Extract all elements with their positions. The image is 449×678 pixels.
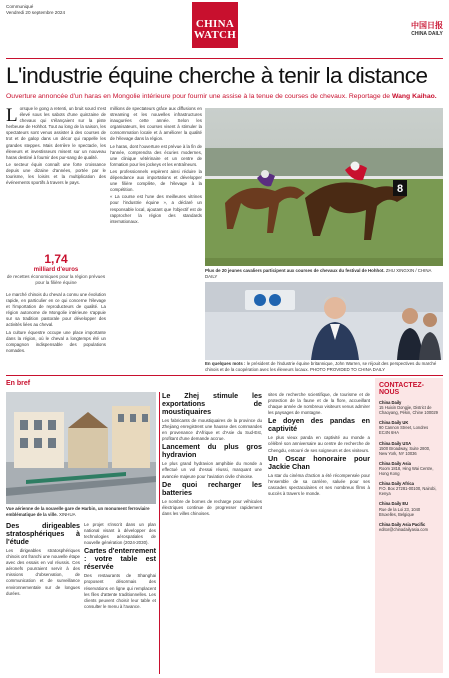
station-photo-caption: [6, 506, 156, 517]
stat-callout: [6, 252, 106, 286]
stat-unit: milliard d'euros: [33, 267, 79, 273]
contact-address: Rue de la Loi 23, 1040 Bruxelles, Belgique: [379, 506, 421, 517]
brief-heading: De quoi recharger les batteries: [162, 479, 262, 497]
header-rule: [6, 58, 443, 59]
station-photo-credit: XINHUA: [58, 511, 76, 517]
article-title: L'industrie équine cherche à tenir la distance: [6, 63, 428, 88]
article-paragraph: Les professionnels espèrent ainsi réduire la dépendance aux importations et développer une filière complète, de l'élevage à la compétition.: [110, 168, 202, 193]
interview-photo-caption: [205, 361, 443, 372]
contact-address: 1500 Broadway, Suite 2800, New York, NY 10036: [379, 445, 431, 456]
interview-illustration: [205, 282, 443, 360]
column-divider: [159, 392, 160, 674]
interview-photo-credit: PHOTO PROVIDED TO CHINA DAILY: [309, 366, 386, 372]
brief-heading: Un Oscar honoraire pour Jackie Chan: [268, 453, 370, 471]
brief-paragraph: Le plus grand hydravion amphibie du monde a effectué un vol d'essai réussi, marquant une avancée majeure pour l'aviation civile chinoise.: [162, 461, 262, 479]
bref-column-3: [162, 392, 262, 674]
article-paragraph: millions de spectateurs grâce aux diffusions en streaming et les nouvelles infrastructures inaugurées cette année. Selon les organisateurs, les courses visent à stimuler la consommation locale et à améliorer la qualité de l'élevage dans la région.: [110, 106, 202, 142]
brief-heading: Lancement du plus gros hydravion: [162, 442, 262, 460]
en-bref-rule: [6, 375, 443, 376]
brief-paragraph: Le projet s'inscrit dans un plan national visant à développer des technologies aérospatiales de nouvelle génération (2024-2030).: [84, 522, 156, 546]
contact-box: [375, 378, 443, 673]
drop-cap: L: [6, 106, 18, 126]
en-bref-label: En bref: [6, 380, 31, 387]
contact-city: China Daily USA: [379, 440, 412, 446]
contact-address: editor@chinadailyasia.com: [379, 526, 428, 532]
photo-credit: ZHU XINGXIN / CHINA DAILY: [205, 268, 432, 279]
brief-paragraph: Le plus vieux panda en captivité au monde a célébré son anniversaire au centre de recherche de Chengdu, entouré de ses soigneurs et des visiteurs.: [268, 435, 370, 453]
brief-heading: Des dirigeables stratosphériques à l'étude: [6, 522, 80, 546]
contact-heading: CONTACTEZ-NOUS: [379, 382, 424, 396]
bref-column-2: [84, 522, 156, 674]
brief-paragraph: Les dirigeables stratosphériques chinois ont franchi une nouvelle étape avec des essais en vol réussis. Ces aéronefs pourraient servir à des missions d'observation, de communication et de surveillance environnementale sur de longues durées.: [6, 548, 80, 596]
horse-photo-caption: [205, 268, 443, 279]
contact-city: China Daily Asia: [379, 460, 411, 466]
brand-line-2: WATCH: [193, 29, 237, 41]
contact-address: P.O. Box 27281-00100, Nairobi, Kenya: [379, 486, 437, 497]
contact-address: 90 Cannon Street, Londres EC4N 6HA: [379, 425, 429, 436]
interview-caption-bold: En quelques mots :: [205, 361, 246, 366]
bref-column-4: [268, 392, 370, 674]
contact-address: 15 Huixin Dongjie, District de Chaoyang, Pékin, Chine 100029: [379, 405, 438, 416]
interview-photo: [205, 282, 443, 360]
contact-city: China Daily: [379, 400, 402, 405]
header-meta: [6, 4, 65, 16]
harbin-station-photo: [6, 392, 156, 504]
caption-text: Plus de 20 jeunes cavaliers participent aux courses de chevaux du festival de Hohhot.: [205, 268, 385, 273]
contact-list: [375, 396, 443, 532]
article-paragraph: Lorsque le gong a retenti, un bruit sourd s'est élevé sous les sabots d'une quinzaine de chevaux qui s'élançaient sur la piste herbeuse de Hohhot. Tout au long de la saison, les spectateurs sont venus assister à des courses de trot et de galop dans un décor qui rappelle les grandes steppes. Mais derrière le spectacle, les éleveurs et investisseurs misent sur un nouveau haras destiné à fournir des pur-sang de qualité.: [6, 106, 106, 160]
contact-city: China Daily Africa: [379, 481, 414, 487]
brief-paragraph: Des restaurants de Shanghai proposent désormais des réservations en ligne qui remplacent les files d'attente traditionnelles. Les clients peuvent choisir leur table et consulter le menu à l'avance.: [84, 573, 156, 609]
horse-race-photo: [205, 108, 443, 266]
china-daily-logo: [411, 20, 443, 37]
article-column-2: [110, 106, 202, 372]
stat-description: de recettes économiques pour la région prévues pour la filière équine: [6, 274, 106, 285]
brief-paragraph: La star du cinéma d'action a été récompensée pour l'ensemble de sa carrière, saluée pour ses cascades spectaculaires et ses nombreux films à succès à travers le monde.: [268, 472, 370, 496]
contact-address: Room 1818, Hing Wai Centre, Hong Kong: [379, 465, 434, 477]
article-column-1b: [6, 292, 106, 372]
article-paragraph: Le haras, dont l'ouverture est prévue à la fin de l'année, comprendra des écuries modernes, une clinique vétérinaire et un centre de formation pour les jockeys et les entraîneurs.: [110, 143, 202, 167]
china-daily-text: CHINA DAILY: [411, 31, 443, 37]
brief-paragraph: sites de recherche scientifique, de tourisme et de protection de la faune et de la flore, accueillant chaque année de nombreux visiteurs venus admirer les paysages de montagne.: [268, 392, 370, 416]
bref-column-1: [6, 522, 80, 674]
byline: Wang Kaihao.: [391, 93, 437, 100]
subtitle-text: Ouverture annoncée d'un haras en Mongolie intérieure pour fournir une assise à la tenue de courses de chevaux. Reportage de: [6, 93, 391, 100]
station-caption-text: Vue aérienne de la nouvelle gare de Harbin, un monument ferroviaire emblématique de la ville.: [6, 506, 150, 517]
stat-number: 1,74: [44, 252, 68, 266]
station-illustration: [6, 392, 156, 504]
page-header: [6, 0, 443, 50]
horse-race-illustration: [205, 108, 443, 266]
article-paragraph: Le secteur équin connaît une forte croissance depuis une dizaine d'années, portée par le tourisme, les loisirs et la multiplication des événements sportifs à travers le pays.: [6, 161, 106, 186]
contact-city: China Daily UK: [379, 420, 409, 426]
contact-city: China Daily Asia Pacific: [379, 521, 426, 527]
brief-paragraph: Les fabricants de moustiquaires de la province du Zhejiang enregistrent une hausse des commandes en provenance d'Afrique et d'Asie du Sud-Est, profitant d'une demande accrue.: [162, 418, 262, 442]
china-daily-glyph: 中国日报: [411, 20, 443, 30]
article-paragraph: Le marché chinois du cheval a connu une évolution rapide, en particulier en ce qui concerne l'élevage et l'importation de reproducteurs de qualité. La région autonome de Mongolie intérieure s'appuie sur sa tradition pastorale pour développer des activités liées au cheval.: [6, 292, 106, 328]
article-paragraph: La culture équestre occupe une place importante dans la région, où le cheval a longtemps été un compagnon indispensable des populations nomades.: [6, 329, 106, 353]
contact-city: China Daily EU: [379, 501, 409, 507]
brief-heading: Le Zhej stimule les exportations de moustiquaires: [162, 392, 262, 416]
brief-heading: Le doyen des pandas en captivité: [268, 416, 370, 434]
brand-line-1: CHINA: [195, 18, 235, 30]
issue-date: Vendredi 20 septembre 2024: [6, 10, 65, 15]
horse-number-badge: 8: [396, 183, 404, 195]
section-label: Communiqué: [6, 4, 34, 9]
interview-caption-text: le président de l'industrie équine britannique, John Warren, se réjouit des perspectives du marché chinois et de la coopération avec les éleveurs locaux.: [205, 361, 437, 372]
article-column-1: [6, 106, 106, 252]
article-subtitle: [6, 92, 443, 101]
brief-paragraph: Le nombre de bornes de recharge pour véhicules électriques continue de progresser rapidement dans les villes chinoises.: [162, 498, 262, 516]
brief-heading: Cartes d'enterrement : votre table est réservée: [84, 546, 156, 572]
china-watch-logo: [192, 2, 238, 48]
article-paragraph: « La course est l'une des meilleures vitrines pour l'industrie équine », a déclaré un responsable local, ajoutant que l'objectif est de rapprocher la région des standards internationaux.: [110, 194, 202, 224]
